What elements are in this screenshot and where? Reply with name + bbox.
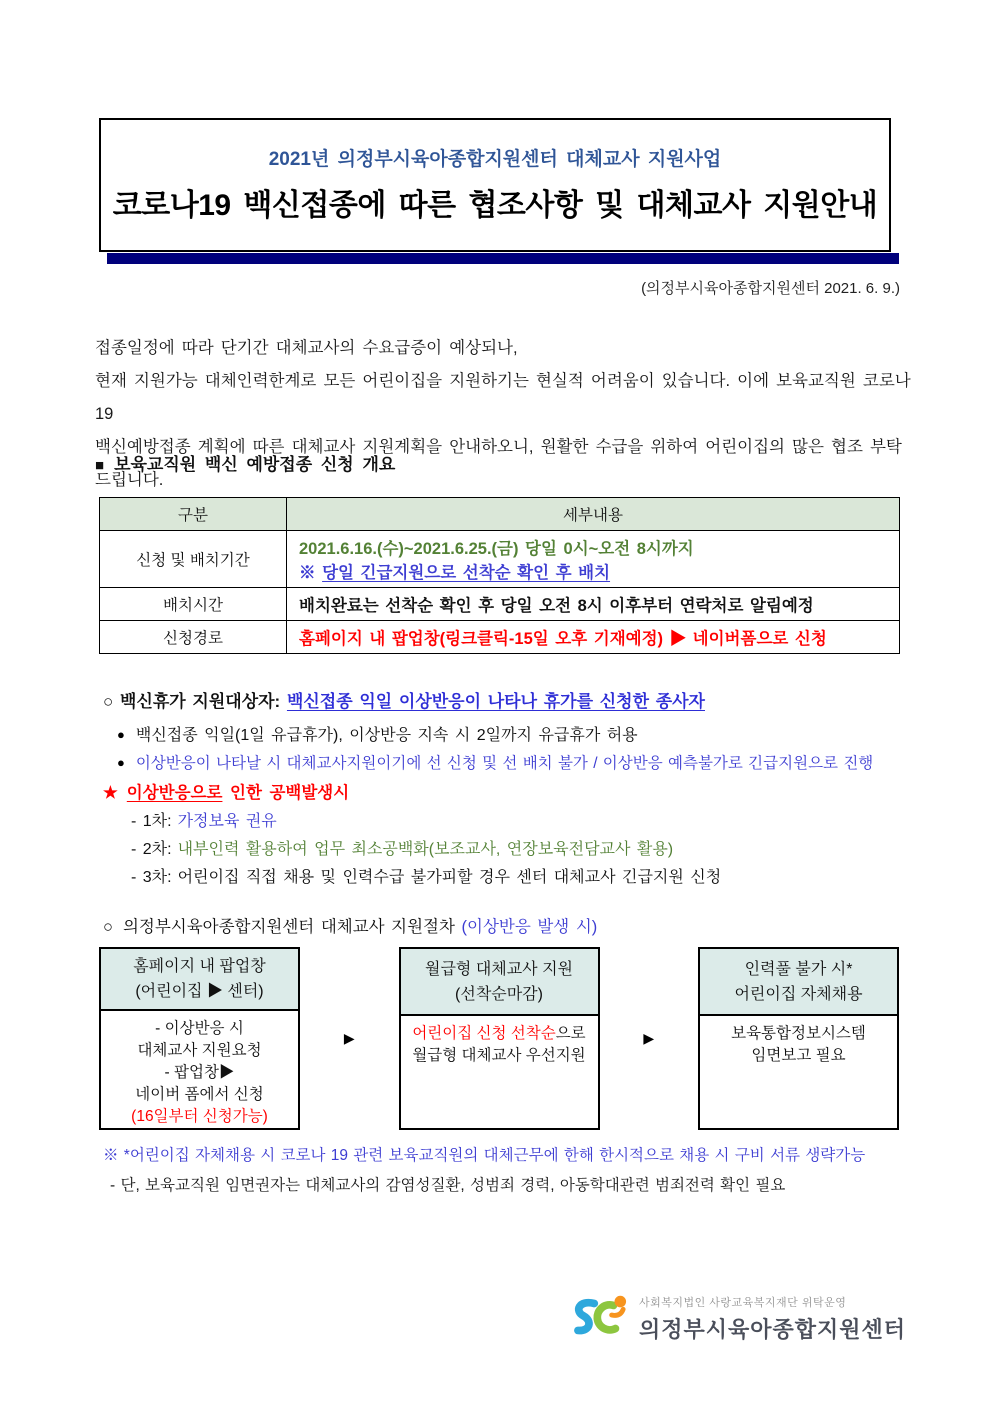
flow-box-self-hire: [698, 947, 899, 1130]
flow-box-header: [101, 949, 298, 1011]
footnote-1: ※ *어린이집 자체채용 시 코로나 19 관련 보육교직원의 대체근무에 한해 한시적으로 채용 시 구비 서류 생략가능: [103, 1147, 866, 1164]
flow-box-body: [101, 1011, 298, 1128]
box-header-line: 홈페이지 내 팝업창: [133, 958, 266, 975]
box-body-line: - 팝업창▶: [164, 1064, 235, 1081]
box-body-line: - 이상반응 시: [155, 1020, 244, 1037]
box-header-line: (선착순마감): [455, 985, 543, 1003]
box-body-line: [401, 1023, 598, 1045]
application-period: 2021.6.16.(수)~2021.6.25.(금) 당일 0시~오전 8시까지: [299, 540, 694, 558]
highlight-text: 어린이집 신청 선착순: [412, 1025, 556, 1042]
organization-name: 의정부시육아종합지원센터: [638, 1317, 906, 1342]
title-box: [99, 118, 891, 252]
row-label: 신청 및 배치기간: [100, 531, 287, 588]
organization-logo: [571, 1290, 906, 1344]
step-text: 어린이집 직접 채용 및 인력수급 불가피할 경우 센터 대체교사 긴급지원 신청: [177, 869, 722, 886]
bullet-text: 이상반응이 나타날 시 대체교사지원이기에 선 신청 및 선 배치 불가 / 이상반응 예측불가로 긴급지원으로 진행: [135, 755, 874, 772]
row-value: [287, 531, 900, 588]
step-item-1: [131, 808, 277, 831]
step-item-2: [131, 836, 673, 859]
row-value: 배치완료는 선착순 확인 후 당일 오전 8시 이후부터 연락처로 알림예정: [287, 588, 900, 621]
dot-bullet-icon: ●: [117, 755, 125, 770]
application-note: [299, 559, 887, 583]
bullet-item: [117, 722, 638, 745]
box-body-line: 임면보고 필요: [751, 1047, 846, 1064]
sci-logo-icon: [571, 1290, 633, 1342]
row-value: 홈페이지 내 팝업창(링크클릭-15일 오후 기재예정) ▶ 네이버폼으로 신청: [287, 621, 900, 654]
flow-box-header: [700, 949, 897, 1016]
circle-bullet-icon: ○: [103, 692, 114, 711]
program-subtitle: 2021년 의정부시육아종합지원센터 대체교사 지원사업: [268, 149, 722, 170]
box-header-line: 월급형 대체교사 지원: [425, 960, 573, 978]
star-icon: ★: [103, 784, 118, 802]
table-row: [100, 621, 900, 654]
flow-box-monthly-support: [399, 947, 600, 1130]
step-text: 내부인력 활용하여 업무 최소공백화(보조교사, 연장보육전담교사 활용): [177, 841, 674, 858]
box-body-line: 대체교사 지원요청: [137, 1042, 262, 1059]
dot-bullet-icon: ●: [117, 727, 125, 742]
flow-box-header: [401, 949, 598, 1016]
box-body-line: 보육통합정보시스템: [731, 1025, 866, 1042]
vaccine-application-table: [99, 497, 900, 654]
square-bullet-icon: ■: [95, 457, 105, 474]
bullet-text: 백신접종 익일(1일 유급휴가), 이상반응 지속 시 2일까지 유급휴가 허용: [135, 727, 638, 744]
footnote-2: - 단, 보육교직원 임면권자는 대체교사의 감염성질환, 성범죄 경력, 아동학대관련 범죄전력 확인 필요: [110, 1177, 786, 1194]
table-header-row: [100, 498, 900, 531]
heading-label: 백신휴가 지원대상자:: [120, 692, 281, 711]
column-header-details: 세부내용: [287, 498, 900, 531]
section-heading-text: 보육교직원 백신 예방접종 신청 개요: [114, 455, 396, 474]
logo-text-block: [639, 1294, 906, 1344]
section-heading-overview: [95, 450, 395, 475]
bullet-item: [117, 751, 873, 773]
title-underline-bar: [107, 253, 899, 264]
warning-rest: 인한 공백발생시: [222, 784, 350, 802]
heading-note: (이상반응 발생 시): [461, 918, 598, 936]
step-item-3: [131, 864, 721, 887]
warning-underlined: 이상반응으로: [126, 784, 223, 802]
step-label: - 3차:: [131, 869, 172, 886]
section-heading-vaccine-leave: [103, 687, 705, 712]
flow-box-popup: [99, 947, 300, 1130]
box-body-line: 네이버 폼에서 신청: [135, 1086, 264, 1103]
intro-line: 접종일정에 따라 단기간 대체교사의 수요급증이 예상되나,: [95, 339, 518, 357]
box-body-line: (16일부터 신청가능): [131, 1108, 268, 1125]
circle-bullet-icon: ○: [103, 918, 113, 936]
application-note-text: 당일 긴급지원으로 선착순 확인 후 배치: [322, 564, 611, 582]
foundation-caption: 사회복지법인 사랑교육복지재단 위탁운영: [638, 1297, 847, 1309]
row-label: 신청경로: [100, 621, 287, 654]
row-label: 배치시간: [100, 588, 287, 621]
box-header-line: (어린이집 ▶ 센터): [135, 983, 264, 1000]
reference-mark: ※: [299, 564, 316, 582]
procedure-flow-diagram: [99, 947, 899, 1130]
right-arrow-icon: ▶: [343, 1030, 355, 1046]
step-text: 가정보육 권유: [177, 813, 277, 830]
flow-box-body: [700, 1016, 897, 1128]
box-body-line: 월급형 대체교사 우선지원: [412, 1047, 586, 1064]
warning-line: [103, 779, 349, 803]
right-arrow-icon: ▶: [643, 1030, 655, 1046]
step-label: - 2차:: [131, 841, 172, 858]
section-heading-procedure: [103, 913, 597, 937]
box-header-line: 인력풀 불가 시*: [744, 960, 853, 978]
heading-target-text: 백신접종 익일 이상반응이 나타나 휴가를 신청한 종사자: [286, 692, 705, 711]
table-row: [100, 531, 900, 588]
intro-line: 백신예방접종 계획에 따른 대체교사 지원계획을 안내하오니, 원활한 수급을 위하여 어린이집의 많은 협조 부탁드립니다.: [95, 438, 902, 489]
plain-text: 으로: [555, 1025, 586, 1042]
step-label: - 1차:: [131, 813, 172, 830]
table-row: [100, 588, 900, 621]
issuer-date-line: (의정부시육아종합지원센터 2021. 6. 9.): [641, 280, 900, 297]
flow-box-body: [401, 1016, 598, 1128]
box-header-line: 어린이집 자체채용: [734, 985, 863, 1003]
intro-line: 현재 지원가능 대체인력한계로 모든 어린이집을 지원하기는 현실적 어려움이 있습니다. 이에 보육교직원 코로나 19: [95, 372, 911, 423]
document-title: 코로나19 백신접종에 따른 협조사항 및 대체교사 지원안내: [112, 189, 878, 222]
heading-text: 의정부시육아종합지원센터 대체교사 지원절차: [122, 918, 455, 936]
column-header-category: 구분: [100, 498, 287, 531]
